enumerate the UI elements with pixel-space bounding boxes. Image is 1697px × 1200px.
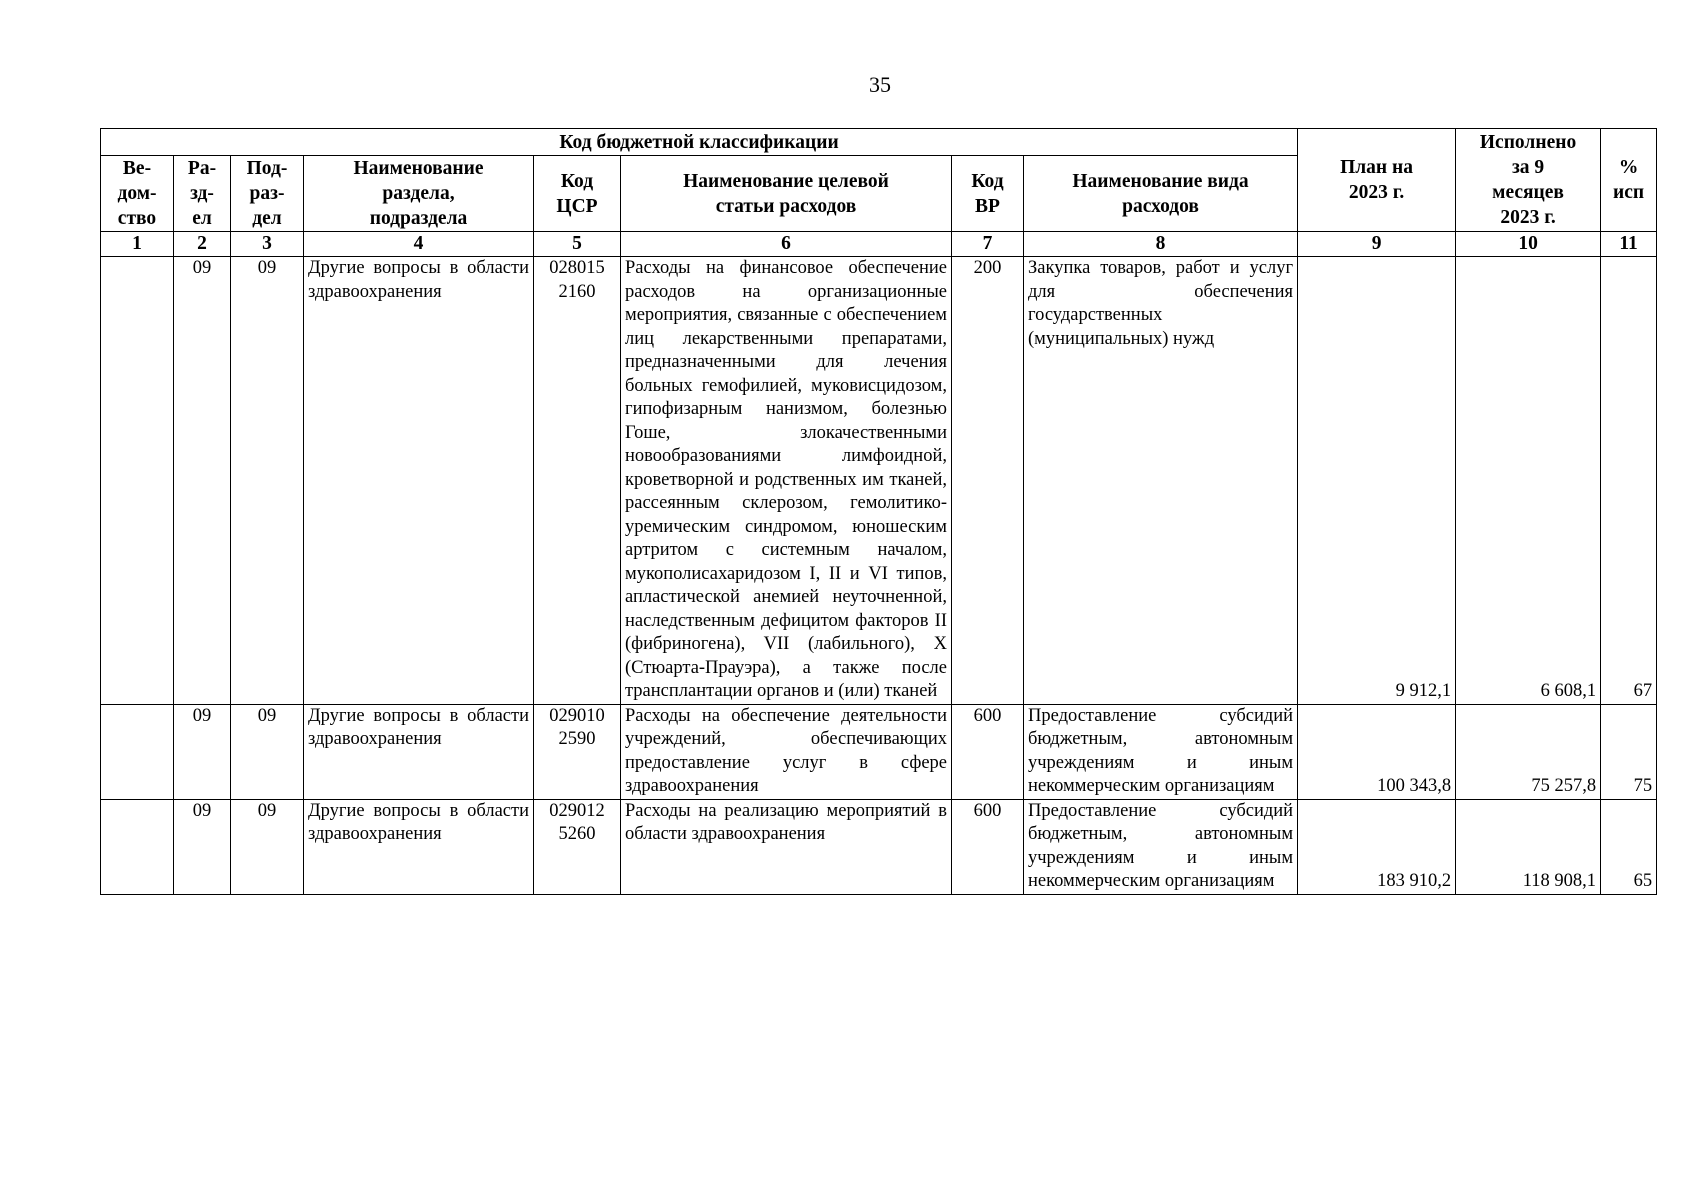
column-number: 2 bbox=[174, 232, 231, 257]
budget-table bbox=[100, 128, 1657, 895]
plan-cell: 9 912,1 bbox=[1298, 257, 1456, 705]
razdel-cell: 09 bbox=[174, 257, 231, 705]
podrazdel-header: Под- раз- дел bbox=[231, 156, 304, 232]
vr-name-cell: Закупка товаров, работ и услуг для обеспечения государственных (муниципальных) нужд bbox=[1024, 257, 1298, 705]
percent-cell: 67 bbox=[1601, 257, 1657, 705]
column-numbers-row bbox=[101, 232, 1657, 257]
vr-name-cell: Предоставление субсидий бюджетным, автономным учреждениям и иным некоммерческим организациям bbox=[1024, 704, 1298, 799]
column-number: 10 bbox=[1456, 232, 1601, 257]
vedomstvo-header: Ве- дом- ство bbox=[101, 156, 174, 232]
razdel-name-cell: Другие вопросы в области здравоохранения bbox=[304, 704, 534, 799]
column-number: 7 bbox=[952, 232, 1024, 257]
csr-cell: 028015 2160 bbox=[534, 257, 621, 705]
plan-header: План на 2023 г. bbox=[1298, 129, 1456, 232]
plan-cell: 100 343,8 bbox=[1298, 704, 1456, 799]
column-number: 3 bbox=[231, 232, 304, 257]
executed-cell: 118 908,1 bbox=[1456, 799, 1601, 894]
table-row bbox=[101, 704, 1657, 799]
executed-cell: 6 608,1 bbox=[1456, 257, 1601, 705]
column-number: 1 bbox=[101, 232, 174, 257]
target-name-cell: Расходы на реализацию мероприятий в области здравоохранения bbox=[621, 799, 952, 894]
page-number: 35 bbox=[869, 72, 891, 97]
column-number: 9 bbox=[1298, 232, 1456, 257]
table-row bbox=[101, 257, 1657, 705]
column-number: 5 bbox=[534, 232, 621, 257]
percent-header: % исп bbox=[1601, 129, 1657, 232]
podrazdel-cell: 09 bbox=[231, 257, 304, 705]
csr-header: Код ЦСР bbox=[534, 156, 621, 232]
percent-cell: 65 bbox=[1601, 799, 1657, 894]
percent-cell: 75 bbox=[1601, 704, 1657, 799]
vr-name-cell: Предоставление субсидий бюджетным, автономным учреждениям и иным некоммерческим организациям bbox=[1024, 799, 1298, 894]
executed-cell: 75 257,8 bbox=[1456, 704, 1601, 799]
csr-cell: 029010 2590 bbox=[534, 704, 621, 799]
column-number: 6 bbox=[621, 232, 952, 257]
vr-cell: 600 bbox=[952, 704, 1024, 799]
vr-cell: 600 bbox=[952, 799, 1024, 894]
razdel-header: Ра- зд- ел bbox=[174, 156, 231, 232]
plan-cell: 183 910,2 bbox=[1298, 799, 1456, 894]
vr-name-header: Наименование вида расходов bbox=[1024, 156, 1298, 232]
table-row bbox=[101, 799, 1657, 894]
target-name-header: Наименование целевой статьи расходов bbox=[621, 156, 952, 232]
podrazdel-cell: 09 bbox=[231, 704, 304, 799]
razdel-cell: 09 bbox=[174, 799, 231, 894]
target-name-cell: Расходы на обеспечение деятельности учреждений, обеспечивающих предоставление услуг в сфере здравоохранения bbox=[621, 704, 952, 799]
column-number: 8 bbox=[1024, 232, 1298, 257]
razdel-cell: 09 bbox=[174, 704, 231, 799]
header-group-row bbox=[101, 129, 1657, 156]
vr-cell: 200 bbox=[952, 257, 1024, 705]
csr-cell: 029012 5260 bbox=[534, 799, 621, 894]
razdel-name-cell: Другие вопросы в области здравоохранения bbox=[304, 799, 534, 894]
executed-header: Исполнено за 9 месяцев 2023 г. bbox=[1456, 129, 1601, 232]
column-number: 4 bbox=[304, 232, 534, 257]
vedomstvo-cell bbox=[101, 257, 174, 705]
vr-header: Код ВР bbox=[952, 156, 1024, 232]
vedomstvo-cell bbox=[101, 704, 174, 799]
column-number: 11 bbox=[1601, 232, 1657, 257]
podrazdel-cell: 09 bbox=[231, 799, 304, 894]
budget-classification-header: Код бюджетной классификации bbox=[101, 129, 1298, 156]
vedomstvo-cell bbox=[101, 799, 174, 894]
target-name-cell: Расходы на финансовое обеспечение расходов на организационные мероприятия, связанные с обеспечением лиц лекарственными препаратами, предназначенными для лечения больных гемофилией, муковисцидозом, гипофизарным нанизмом, болезнью Гоше, злокачественными новообразованиями лимфоидной, кроветворной и родственных им тканей, рассеянным склерозом, гемолитико-уремическим синдромом, юношеским артритом с системным началом, мукополисахаридозом I, II и VI типов, апластической анемией неуточненной, наследственным дефицитом факторов II (фибриногена), VII (лабильного), X (Стюарта-Прауэра), а также после трансплантации органов и (или) тканей bbox=[621, 257, 952, 705]
razdel-name-cell: Другие вопросы в области здравоохранения bbox=[304, 257, 534, 705]
razdel-name-header: Наименование раздела, подраздела bbox=[304, 156, 534, 232]
